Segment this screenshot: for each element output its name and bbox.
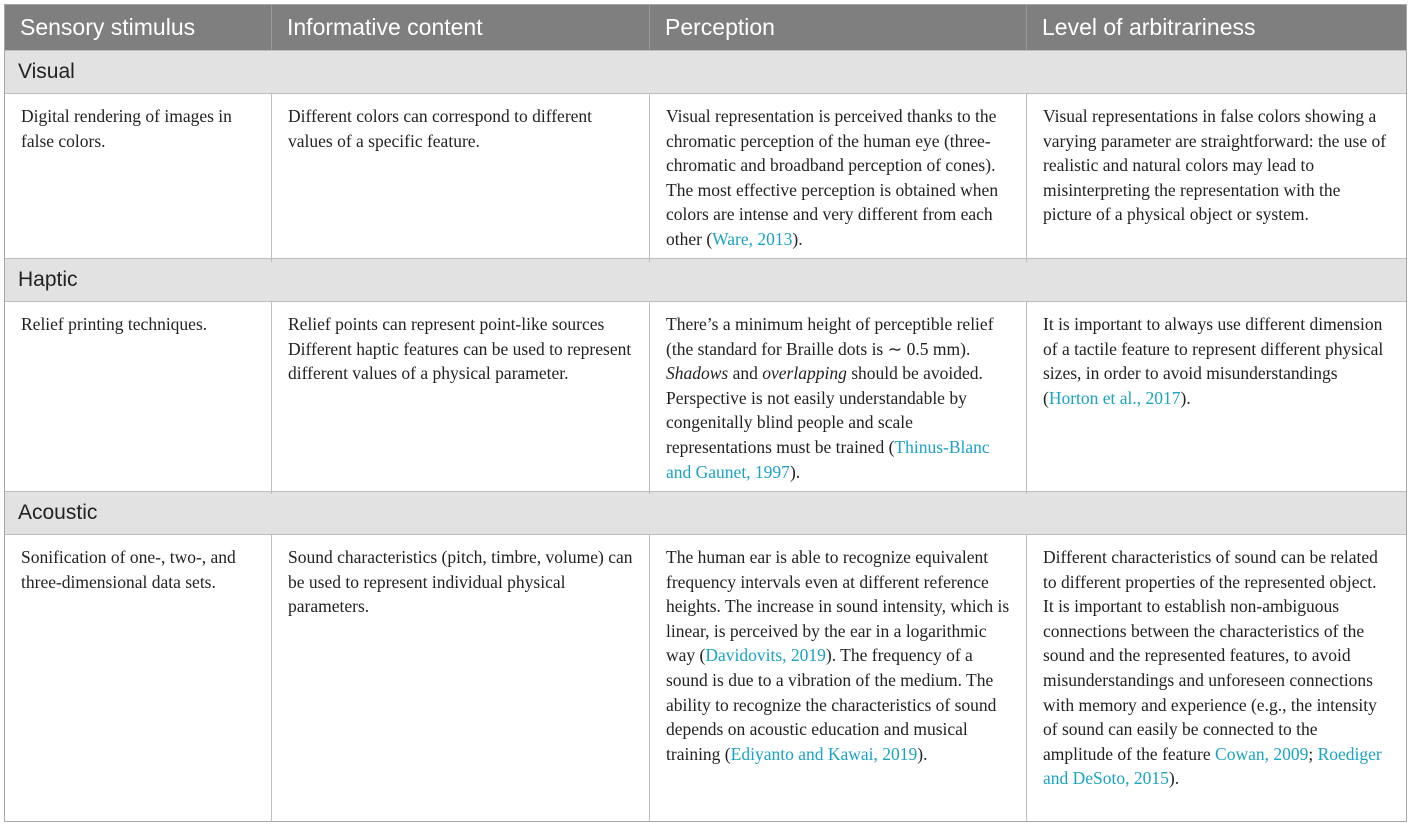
citation-link[interactable]: Ware, 2013: [712, 228, 793, 249]
table-row-acoustic: [5, 535, 1406, 821]
header-sensory-stimulus: Sensory stimulus: [5, 5, 272, 50]
cell-arbitrariness: [1027, 535, 1406, 821]
arbitrariness-text: Different characteristics of sound can be related to different properties of the represented object. It is important to establish non-ambiguous connections between the characteristics of the sound and the represented features, to avoid misunderstandings and unforeseen connections with memory and experience (e.g., the intensity of sound can easily be connected to the amplitude of the feature: [1043, 547, 1378, 764]
cell-perception: [650, 302, 1027, 494]
citation-link[interactable]: Davidovits, 2019: [705, 645, 826, 666]
cell-stimulus: Sonification of one-, two-, and three-dimensional data sets.: [5, 535, 272, 821]
arbitrariness-end: ).: [1168, 768, 1180, 789]
citation-link[interactable]: Roediger and DeSoto, 2015: [1043, 743, 1382, 789]
data-table: [4, 4, 1407, 822]
perception-end: ).: [789, 461, 801, 482]
citation-link[interactable]: Thinus-Blanc and Gaunet, 1997: [666, 436, 990, 482]
section-header-acoustic: Acoustic: [5, 491, 1406, 535]
emphasis-overlapping: overlapping: [762, 363, 847, 384]
cell-perception: [650, 94, 1027, 262]
table-row-haptic: [5, 302, 1406, 491]
cell-arbitrariness: Visual representations in false colors showing a varying parameter are straightforward: the use of realistic and natural colors may lead to misinterpreting the representation with the picture of a physical object or system.: [1043, 106, 1387, 225]
emphasis-shadows: Shadows: [666, 363, 729, 384]
perception-text: The human ear is able to recognize equivalent frequency intervals even at different reference heights. The increase in sound intensity, which is linear, is perceived by the ear in a logarithmic way (: [666, 547, 1010, 666]
perception-text: There’s a minimum height of perceptible relief (the standard for Braille dots is ∼ 0.5 mm).: [666, 314, 994, 359]
citation-link[interactable]: Ediyanto and Kawai, 2019: [730, 743, 918, 764]
cell-content: Different colors can correspond to different values of a specific feature.: [272, 94, 650, 262]
header-level-of-arbitrariness: Level of arbitrariness: [1042, 14, 1256, 40]
citation-separator: ;: [1308, 743, 1318, 764]
perception-end: ).: [917, 743, 928, 764]
cell-perception: [650, 535, 1027, 821]
cell-content: Sound characteristics (pitch, timbre, volume) can be used to represent individual physical parameters.: [272, 535, 650, 821]
cell-stimulus: Digital rendering of images in false colors.: [5, 94, 272, 262]
arbitrariness-end: ).: [1180, 387, 1191, 408]
section-header-visual: Visual: [5, 50, 1406, 94]
cell-arbitrariness: [1027, 302, 1406, 494]
perception-text: should be avoided. Perspective is not easily understandable by congenitally blind people and scale representations must be trained (: [666, 363, 983, 457]
perception-text: ). The frequency of a sound is due to a vibration of the medium. The ability to recognize the characteristics of sound depends on acoustic education and musical training (: [666, 645, 997, 764]
citation-link[interactable]: Cowan, 2009: [1215, 743, 1309, 764]
perception-end: ).: [792, 228, 803, 249]
section-header-haptic: Haptic: [5, 258, 1406, 302]
header-informative-content: Informative content: [272, 5, 650, 50]
citation-link[interactable]: Horton et al., 2017: [1048, 387, 1181, 408]
table-header-row: [5, 5, 1406, 50]
cell-stimulus: Relief printing techniques.: [5, 302, 272, 494]
perception-text: and: [728, 363, 763, 384]
table-row-visual: [5, 94, 1406, 258]
perception-text: Visual representation is perceived thanks to the chromatic perception of the human eye (three-chromatic and broadband perception of cones). The most effective perception is obtained when colors are intense and very different from each other (: [666, 106, 999, 249]
arbitrariness-text: It is important to always use different dimension of a tactile feature to represent different physical sizes, in order to avoid misunderstandings (: [1043, 314, 1384, 408]
cell-content: Relief points can represent point-like sources Different haptic features can be used to represent different values of a physical parameter.: [272, 302, 650, 494]
header-perception: Perception: [650, 5, 1027, 50]
